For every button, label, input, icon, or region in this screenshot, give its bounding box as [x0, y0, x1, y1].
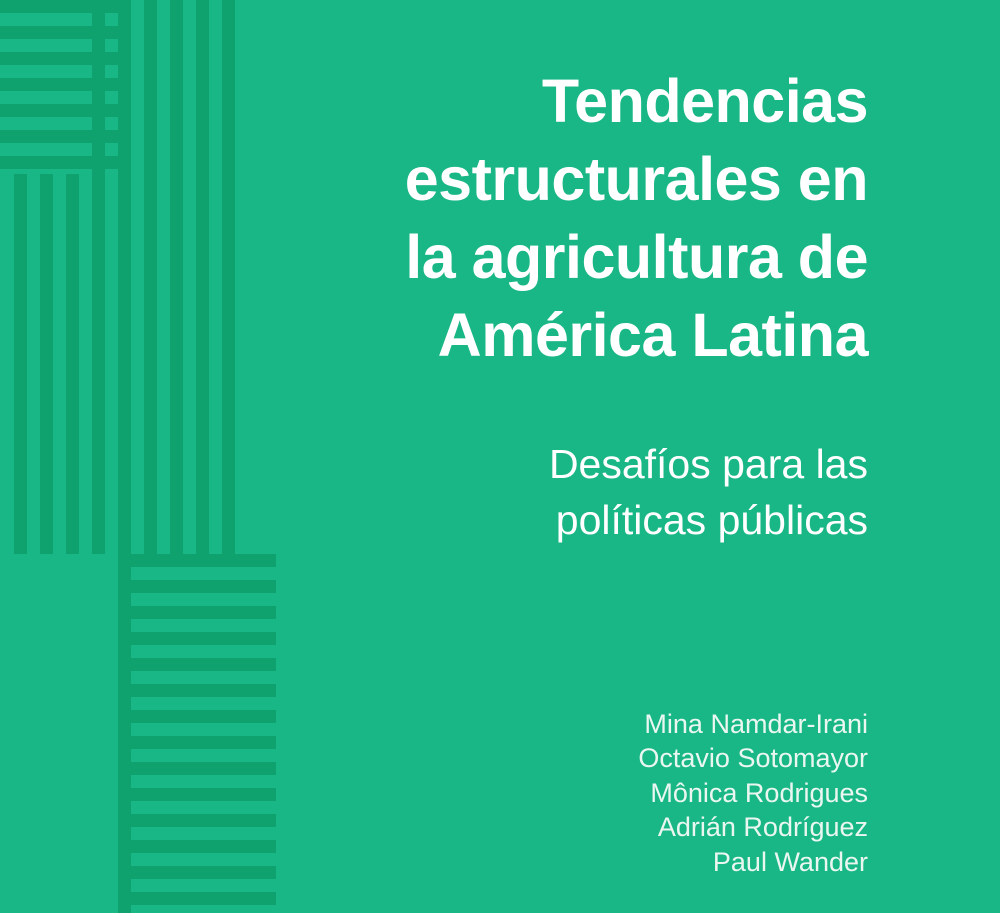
author-name: Mônica Rodrigues: [650, 777, 868, 808]
stripe-horizontal: [0, 104, 130, 117]
stripe-vertical: [144, 0, 157, 554]
author-name: Adrián Rodríguez: [657, 812, 868, 842]
stripe-horizontal: [0, 26, 130, 39]
stripe-horizontal: [131, 866, 276, 879]
page-title: [308, 0, 868, 374]
stripe-horizontal: [131, 580, 276, 593]
stripe-vertical: [196, 0, 209, 554]
decorative-stripes-artwork: [0, 0, 300, 913]
stripe-vertical: [66, 174, 79, 554]
author-name: Octavio Sotomayor: [638, 743, 868, 773]
stripe-horizontal: [131, 710, 276, 723]
stripe-horizontal: [131, 762, 276, 775]
stripe-horizontal: [131, 684, 276, 697]
stripe-vertical: [14, 174, 27, 554]
page-subtitle: [308, 374, 868, 548]
stripe-vertical: [92, 0, 105, 554]
stripe-horizontal: [131, 632, 276, 645]
stripe-vertical: [118, 554, 131, 913]
stripe-horizontal: [131, 814, 276, 827]
stripe-horizontal: [0, 52, 130, 65]
stripe-horizontal: [131, 788, 276, 801]
stripe-horizontal: [0, 0, 130, 13]
stripe-horizontal: [131, 736, 276, 749]
subtitle-line: políticas públicas: [555, 497, 868, 543]
stripe-vertical: [40, 174, 53, 554]
author-name: Mina Namdar-Irani: [644, 708, 868, 739]
stripe-horizontal: [0, 156, 130, 169]
title-line: América Latina: [437, 301, 868, 369]
stripe-horizontal: [131, 658, 276, 671]
stripe-horizontal: [131, 554, 276, 567]
stripe-horizontal: [131, 606, 276, 619]
title-line: estructurales en: [404, 145, 868, 213]
stripe-horizontal: [0, 130, 130, 143]
stripe-horizontal: [131, 892, 276, 905]
stripe-horizontal: [0, 78, 130, 91]
stripe-horizontal: [131, 840, 276, 853]
author-list: [308, 707, 868, 880]
title-line: la agricultura de: [405, 223, 868, 291]
stripe-vertical: [118, 0, 131, 554]
subtitle-line: Desafíos para las: [548, 441, 868, 487]
stripe-vertical: [170, 0, 183, 554]
stripe-vertical: [222, 0, 235, 554]
author-name: Paul Wander: [712, 846, 868, 877]
cover-text-block: [308, 0, 868, 913]
title-line: Tendencias: [541, 67, 868, 135]
